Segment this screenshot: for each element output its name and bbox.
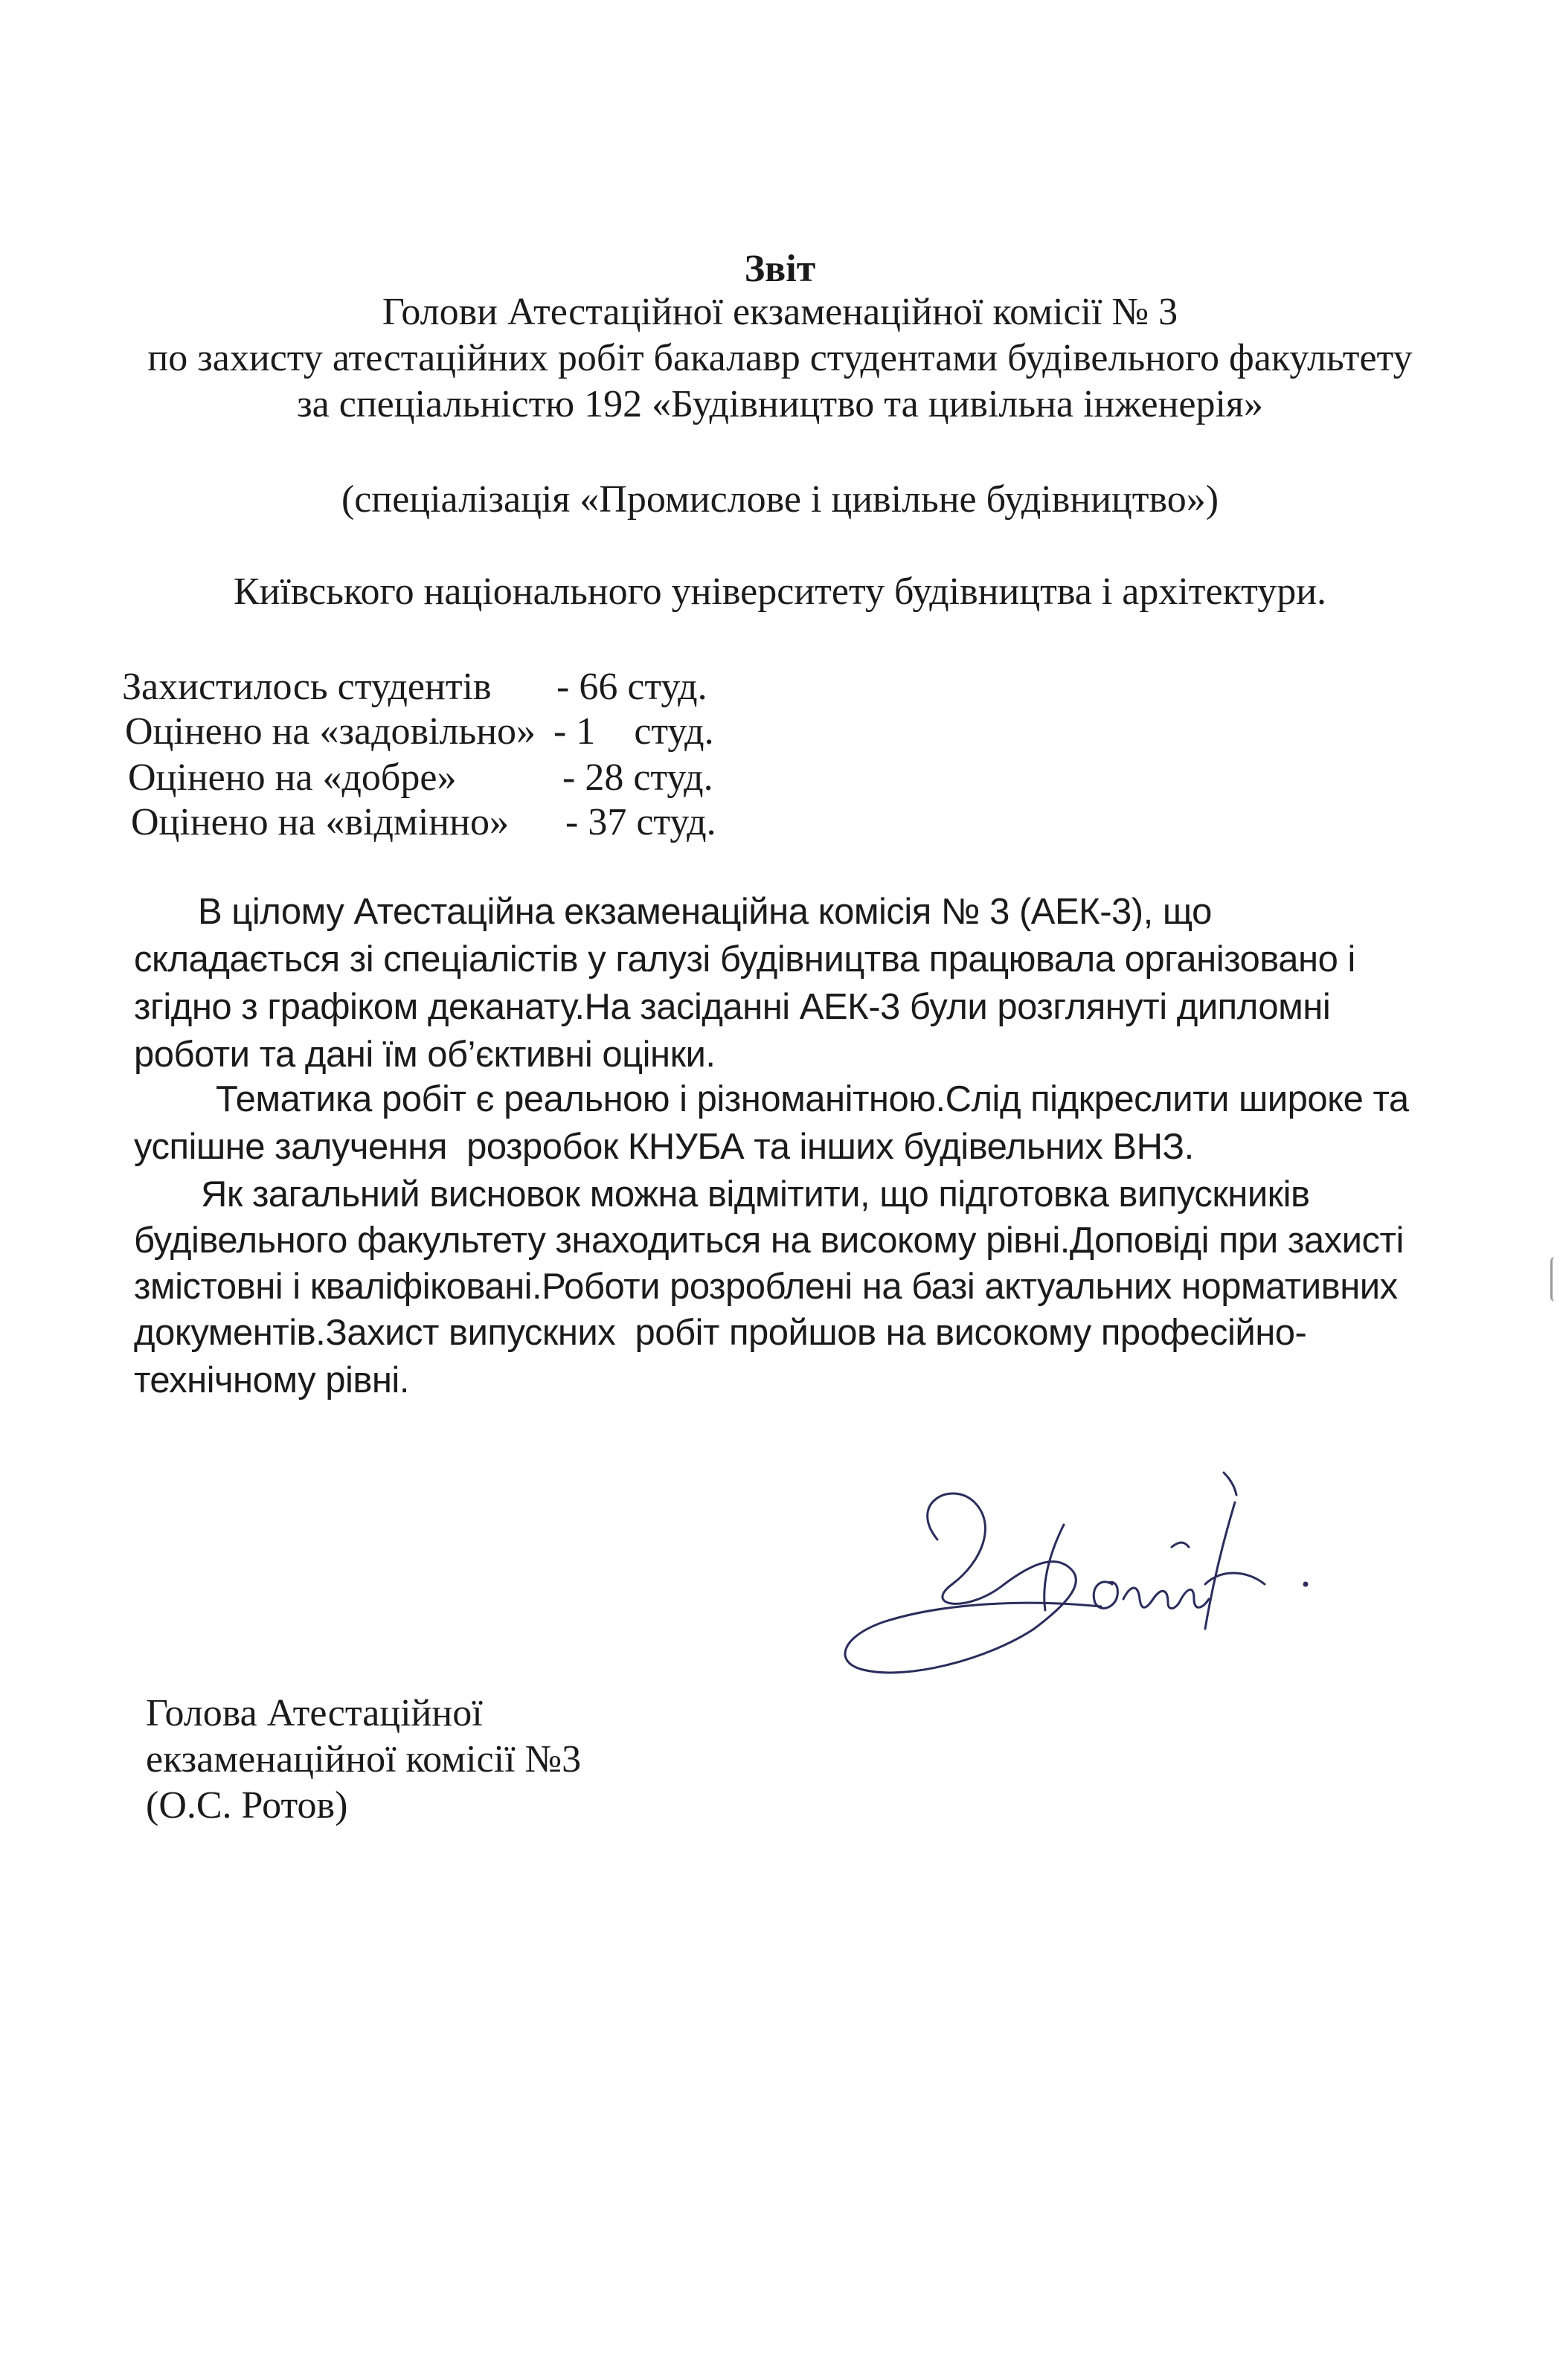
stats-value: - 28 студ. xyxy=(562,756,713,799)
report-heading-line-3: за спеціальністю 192 «Будівництво та цивільна інженерія» xyxy=(297,383,1263,425)
stats-label: Захистилось студентів xyxy=(122,666,492,708)
report-specialization: (спеціалізація «Промислове і цивільне будівництво») xyxy=(341,478,1219,521)
stats-value: - 66 студ. xyxy=(556,666,707,708)
stats-label: Оцінено на «добре» xyxy=(128,756,457,799)
body-paragraph-line: В цілому Атестаційна екзаменаційна комісія № 3 (АЕК-3), що xyxy=(198,892,1212,932)
stats-value: - 1 студ. xyxy=(553,710,714,753)
body-paragraph-line: роботи та дані їм об’єктивні оцінки. xyxy=(134,1035,716,1075)
signatory-title-line-1: Голова Атестаційної xyxy=(146,1692,483,1734)
body-paragraph-line: успішне залучення розробок КНУБА та інших будівельних ВНЗ. xyxy=(134,1127,1194,1167)
body-paragraph-line: Як загальний висновок можна відмітити, що підготовка випускників xyxy=(201,1174,1310,1215)
body-paragraph-line: змістовні і кваліфіковані.Роботи розроблені на базі актуальних нормативних xyxy=(134,1267,1398,1307)
page-edge-mark xyxy=(1550,1257,1557,1302)
signatory-title-line-2: екзаменаційної комісії №3 xyxy=(146,1738,582,1781)
body-paragraph-line: Тематика робіт є реальною і різноманітною.Слід підкреслити широке та xyxy=(216,1079,1409,1119)
body-paragraph-line: складається зі спеціалістів у галузі будівництва працювала організовано і xyxy=(134,939,1355,980)
handwritten-signature xyxy=(818,1458,1324,1703)
report-title: Звіт xyxy=(744,248,816,290)
body-paragraph-line: згідно з графіком деканату.На засіданні АЕК-3 були розглянуті дипломні xyxy=(134,987,1331,1027)
body-paragraph-line: документів.Захист випускних робіт пройшов на високому професійно- xyxy=(134,1313,1307,1353)
body-paragraph-line: будівельного факультету знаходиться на високому рівні.Доповіді при захисті xyxy=(134,1220,1404,1261)
body-paragraph-line: технічному рівні. xyxy=(134,1360,409,1400)
report-heading-line-2: по захисту атестаційних робіт бакалавр студентами будівельного факультету xyxy=(147,337,1413,379)
stats-label: Оцінено на «відмінно» xyxy=(131,801,509,843)
stats-label: Оцінено на «задовільно» xyxy=(125,710,536,753)
stats-value: - 37 студ. xyxy=(565,801,716,843)
signatory-name: (О.С. Ротов) xyxy=(146,1784,348,1827)
report-heading-line-1: Голови Атестаційної екзаменаційної комісії № 3 xyxy=(382,291,1178,333)
report-university: Київського національного університету будівництва і архітектури. xyxy=(233,570,1327,613)
